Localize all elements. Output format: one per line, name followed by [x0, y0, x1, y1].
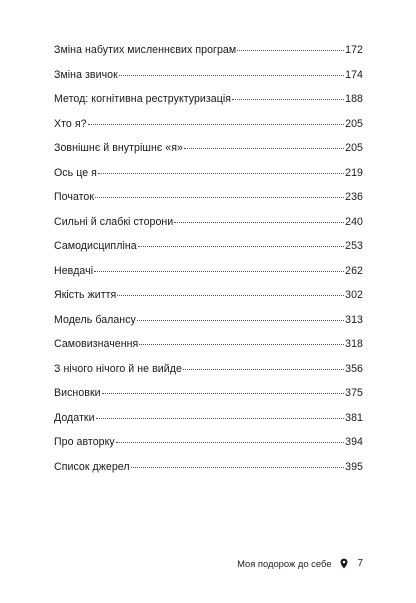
toc-entry-title: Сильні й слабкі сторони [54, 215, 174, 228]
dot-leader [139, 344, 344, 345]
toc-entry-page: 174 [345, 68, 363, 81]
toc-entry-title: Зміна набутих мисленнєвих програм [54, 44, 237, 56]
dot-leader [131, 467, 345, 468]
page-footer [0, 558, 363, 569]
toc-entry-page: 219 [345, 166, 363, 179]
toc-entry-title: Зовнішнє й внутрішнє «я» [54, 142, 183, 154]
toc-entry[interactable] [54, 93, 363, 118]
dot-leader [137, 320, 344, 321]
toc-entry-title: Модель балансу [54, 313, 136, 326]
table-of-contents [54, 44, 363, 485]
page-number: 7 [357, 558, 363, 569]
toc-entry[interactable] [54, 338, 363, 363]
dot-leader [88, 124, 345, 125]
toc-entry[interactable] [54, 461, 363, 486]
toc-entry[interactable] [54, 289, 363, 314]
toc-entry[interactable] [54, 44, 363, 69]
toc-entry-title: З нічого нічого й не вийде [54, 362, 182, 375]
toc-entry[interactable] [54, 142, 363, 167]
toc-entry-title: Невдачі [54, 264, 94, 277]
toc-entry-title: Якість життя [54, 289, 117, 301]
toc-entry-title: Метод: когнітивна реструктуризація [54, 93, 232, 105]
toc-entry[interactable] [54, 387, 363, 412]
toc-entry-page: 262 [345, 264, 363, 277]
toc-entry-page: 375 [345, 387, 363, 399]
dot-leader [184, 148, 344, 149]
dot-leader [95, 197, 344, 198]
toc-entry[interactable] [54, 265, 363, 290]
dot-leader [232, 99, 344, 100]
toc-entry-title: Хто я? [54, 117, 87, 130]
dot-leader [96, 418, 345, 419]
toc-entry-page: 313 [345, 313, 363, 326]
toc-entry-page: 394 [345, 436, 363, 448]
toc-entry-title: Самодисципліна [54, 240, 137, 252]
toc-entry-title: Початок [54, 191, 95, 203]
toc-entry-page: 381 [345, 411, 363, 424]
toc-entry-title: Про авторку [54, 436, 115, 448]
toc-entry-title: Висновки [54, 387, 101, 399]
toc-entry[interactable] [54, 436, 363, 461]
toc-entry-page: 253 [345, 240, 363, 252]
toc-entry[interactable] [54, 69, 363, 94]
toc-entry[interactable] [54, 240, 363, 265]
toc-entry-page: 205 [345, 142, 363, 154]
toc-entry-page: 302 [345, 289, 363, 301]
toc-entry-title: Додатки [54, 411, 95, 424]
toc-entry-page: 240 [345, 215, 363, 228]
map-pin-icon [340, 558, 348, 569]
toc-entry[interactable] [54, 363, 363, 388]
running-footer-title: Моя подорож до себе [237, 558, 332, 569]
toc-entry[interactable] [54, 118, 363, 143]
toc-entry-page: 172 [345, 44, 363, 56]
toc-entry-page: 188 [345, 93, 363, 105]
toc-entry[interactable] [54, 216, 363, 241]
dot-leader [117, 295, 344, 296]
dot-leader [98, 173, 344, 174]
dot-leader [174, 222, 344, 223]
dot-leader [102, 393, 345, 394]
toc-entry[interactable] [54, 191, 363, 216]
toc-entry-title: Самовизначення [54, 338, 139, 350]
dot-leader [94, 271, 344, 272]
dot-leader [138, 246, 344, 247]
toc-entry-page: 236 [345, 191, 363, 203]
toc-entry-title: Зміна звичок [54, 68, 118, 81]
toc-entry-page: 356 [345, 362, 363, 375]
dot-leader [237, 50, 344, 51]
dot-leader [116, 442, 344, 443]
toc-entry-title: Ось це я [54, 166, 97, 179]
toc-entry[interactable] [54, 167, 363, 192]
dot-leader [183, 369, 344, 370]
toc-entry-title: Список джерел [54, 460, 130, 473]
toc-entry-page: 205 [345, 117, 363, 130]
toc-entry-page: 318 [345, 338, 363, 350]
dot-leader [119, 75, 344, 76]
toc-entry-page: 395 [345, 460, 363, 473]
toc-entry[interactable] [54, 412, 363, 437]
toc-entry[interactable] [54, 314, 363, 339]
